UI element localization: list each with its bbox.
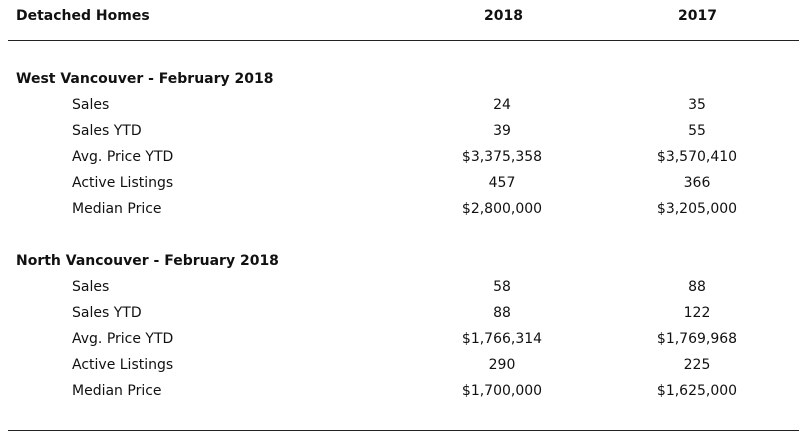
value-2018: 290 [488, 357, 516, 373]
row-label: Sales YTD [72, 123, 142, 139]
value-2018: $2,800,000 [461, 201, 543, 217]
value-2017: 55 [688, 123, 706, 139]
table-row [0, 123, 809, 149]
value-2018: $1,766,314 [461, 331, 543, 347]
column-header-2018: 2018 [484, 8, 523, 24]
table-row [0, 331, 809, 357]
row-label: Median Price [72, 201, 162, 217]
table-row [0, 279, 809, 305]
row-label: Active Listings [72, 357, 174, 373]
value-2018: $3,375,358 [461, 149, 543, 165]
value-2017: $1,769,968 [656, 331, 738, 347]
row-label: Avg. Price YTD [72, 149, 174, 165]
value-2017: 366 [683, 175, 711, 191]
row-label: Sales YTD [72, 305, 142, 321]
footer-divider [8, 430, 799, 431]
section-rows [0, 97, 809, 227]
section-rows [0, 279, 809, 409]
row-label: Sales [72, 97, 110, 113]
value-2018: 457 [488, 175, 516, 191]
column-header-2017: 2017 [678, 8, 717, 24]
value-2017: 225 [683, 357, 711, 373]
table-row [0, 175, 809, 201]
table-row [0, 305, 809, 331]
value-2017: $1,625,000 [656, 383, 738, 399]
table-row [0, 383, 809, 409]
value-2018: 39 [493, 123, 511, 139]
section-title: North Vancouver - February 2018 [16, 253, 279, 269]
table-title: Detached Homes [16, 8, 150, 24]
value-2018: $1,700,000 [461, 383, 543, 399]
value-2018: 88 [493, 305, 511, 321]
row-label: Avg. Price YTD [72, 331, 174, 347]
table-row [0, 97, 809, 123]
value-2017: 35 [688, 97, 706, 113]
value-2017: 122 [683, 305, 711, 321]
value-2017: $3,570,410 [656, 149, 738, 165]
header-divider [8, 40, 799, 41]
value-2018: 58 [493, 279, 511, 295]
value-2018: 24 [493, 97, 511, 113]
table-row [0, 149, 809, 175]
section-title: West Vancouver - February 2018 [16, 71, 274, 87]
row-label: Median Price [72, 383, 162, 399]
value-2017: $3,205,000 [656, 201, 738, 217]
value-2017: 88 [688, 279, 706, 295]
table-row [0, 357, 809, 383]
table-row [0, 201, 809, 227]
row-label: Active Listings [72, 175, 174, 191]
row-label: Sales [72, 279, 110, 295]
